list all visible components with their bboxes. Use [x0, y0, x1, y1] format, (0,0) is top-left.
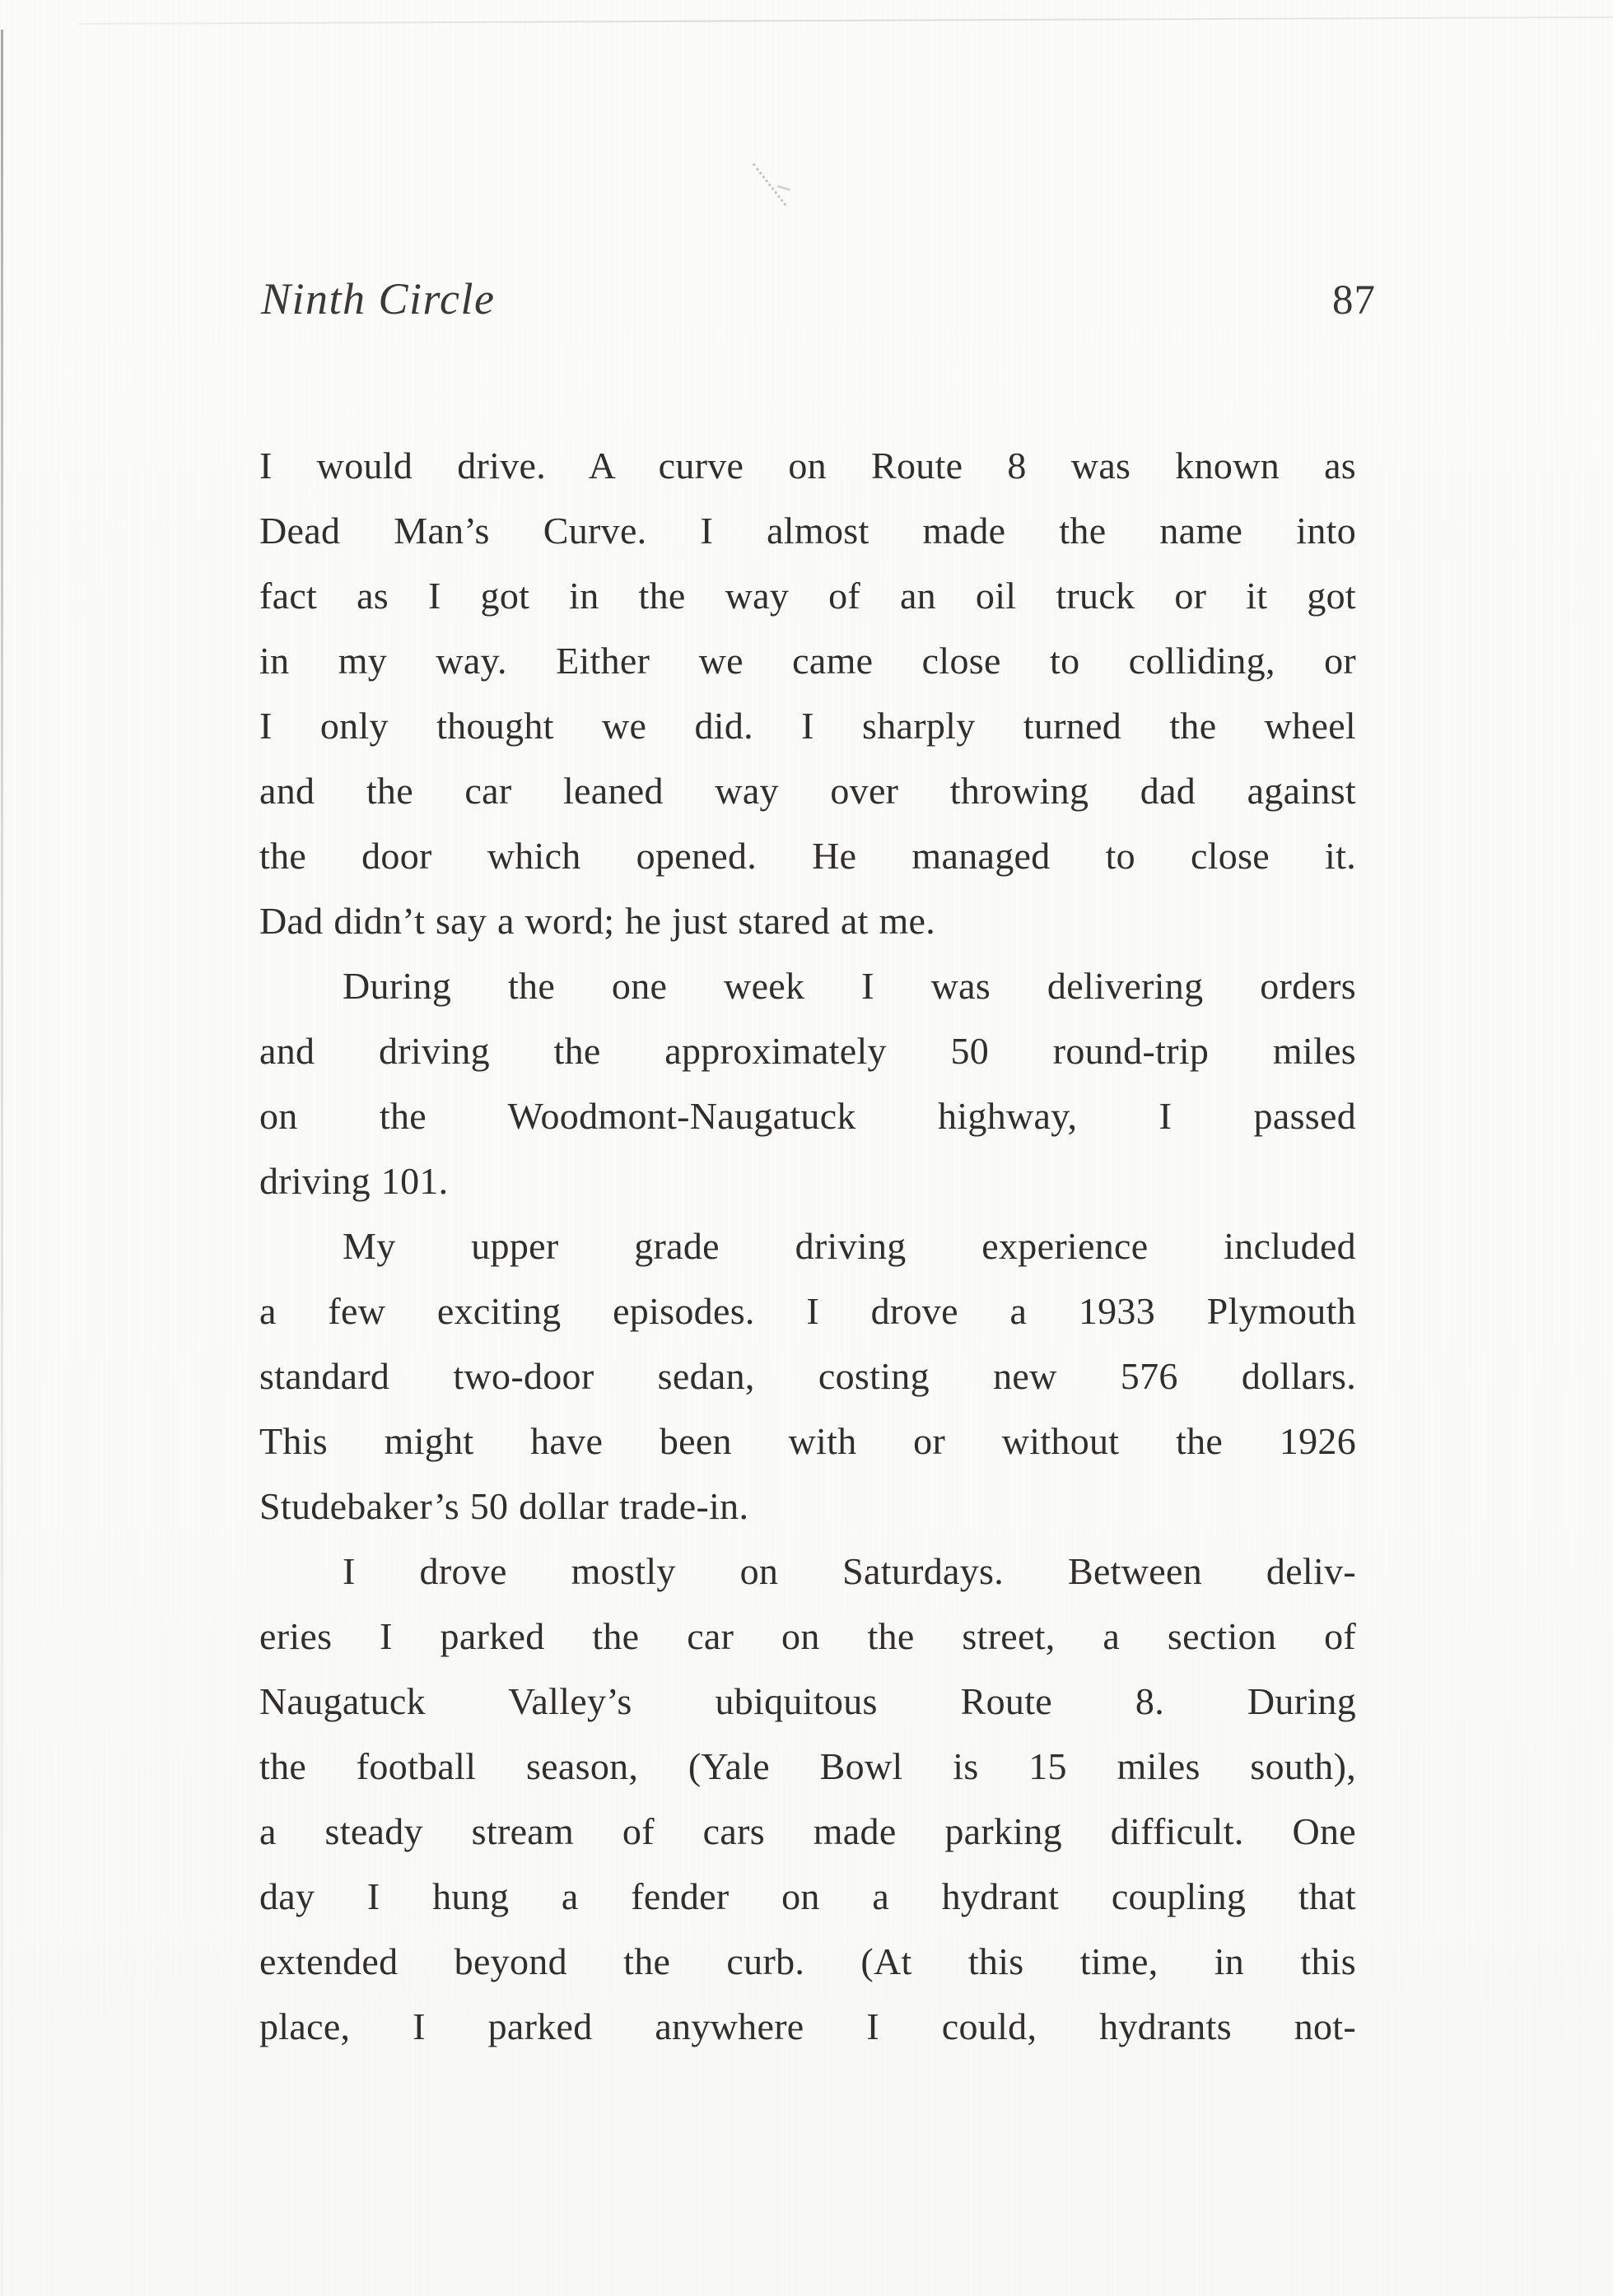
page-edge-top — [78, 16, 1613, 25]
text-line: I only thought we did. I sharply turned the wheel — [259, 705, 1356, 747]
text-line: Naugatuck Valley’s ubiquitous Route 8. During — [259, 1680, 1356, 1722]
chapter-title: Ninth Circle — [261, 274, 496, 324]
page-edge-left — [1, 30, 3, 2296]
text-line: a steady stream of cars made parking difficult. One — [259, 1810, 1356, 1852]
text-line: fact as I got in the way of an oil truck or it got — [259, 575, 1356, 617]
text-line: Studebaker’s 50 dollar trade-in. — [259, 1485, 749, 1527]
text-line: on the Woodmont-Naugatuck highway, I passed — [259, 1095, 1356, 1137]
text-line: in my way. Either we came close to colliding, or — [259, 640, 1356, 682]
text-line: place, I parked anywhere I could, hydrants not- — [259, 2005, 1356, 2047]
text-line: This might have been with or without the 1926 — [259, 1420, 1356, 1462]
text-line: eries I parked the car on the street, a section of — [259, 1615, 1356, 1657]
scan-smudge — [749, 163, 786, 208]
text-line: the door which opened. He managed to close it. — [259, 835, 1356, 877]
text-line: Dad didn’t say a word; he just stared at me. — [259, 900, 936, 942]
text-block — [259, 433, 1356, 2059]
running-header — [261, 273, 1376, 324]
text-line: and driving the approximately 50 round-trip miles — [259, 1030, 1356, 1072]
text-line: day I hung a fender on a hydrant coupling that — [259, 1875, 1356, 1917]
text-line: a few exciting episodes. I drove a 1933 Plymouth — [259, 1290, 1356, 1332]
text-line: driving 101. — [259, 1160, 449, 1202]
text-line: Dead Man’s Curve. I almost made the name into — [259, 510, 1356, 552]
text-line: I would drive. A curve on Route 8 was known as — [259, 445, 1356, 487]
text-line: the football season, (Yale Bowl is 15 miles south), — [259, 1745, 1356, 1787]
page-number: 87 — [1332, 277, 1376, 324]
text-line: I drove mostly on Saturdays. Between deliv- — [343, 1550, 1356, 1592]
text-line: and the car leaned way over throwing dad against — [259, 770, 1356, 812]
text-line: standard two-door sedan, costing new 576 dollars. — [259, 1355, 1356, 1397]
text-line: During the one week I was delivering orders — [343, 965, 1356, 1007]
text-line: My upper grade driving experience included — [343, 1225, 1356, 1267]
text-line: extended beyond the curb. (At this time, in this — [259, 1940, 1356, 1982]
